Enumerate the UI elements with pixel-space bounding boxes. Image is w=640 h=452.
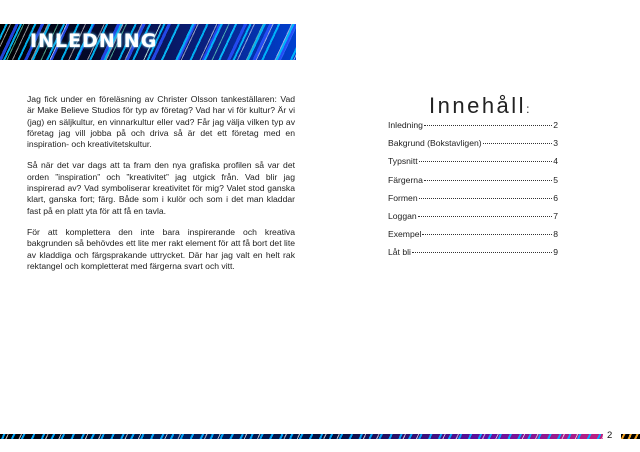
- toc-heading-text: Innehåll: [429, 93, 527, 118]
- toc-item-label: Exempel: [388, 229, 422, 240]
- toc-item-typsnitt[interactable]: [388, 156, 558, 167]
- toc-item-loggan[interactable]: [388, 211, 558, 222]
- toc-item-label: Bakgrund (Bokstavligen): [388, 138, 482, 149]
- section-title: INLEDNING: [30, 30, 158, 52]
- toc-item-page: 3: [553, 138, 558, 149]
- toc-leader-dots: [412, 252, 552, 253]
- toc-heading-colon: :: [526, 102, 530, 116]
- intro-text: [27, 94, 295, 282]
- footer-decorative-strip-right: [621, 434, 640, 439]
- intro-paragraph: Jag fick under en föreläsning av Christer Olsson tankeställaren: Vad är Make Believe Studios för typ av företag? Vad har vi för kultur? Är vi (jag) en säljkultur, en vinnarkultur eller vad? Får jag välja vilken typ av företag jag vill jobba på och driva så är det ett företag med en inspiration- och kreativitetskultur.: [27, 94, 295, 150]
- toc-item-page: 4: [553, 156, 558, 167]
- toc-item-inledning[interactable]: [388, 120, 558, 131]
- toc-item-page: 6: [553, 192, 558, 203]
- toc-item-page: 5: [553, 174, 558, 185]
- toc-leader-dots: [424, 125, 552, 126]
- toc-item-lat-bli[interactable]: [388, 247, 558, 258]
- toc-heading: [429, 93, 529, 119]
- toc-item-label: Inledning: [388, 120, 423, 130]
- toc-item-page: 7: [553, 210, 558, 221]
- toc-item-label: Formen: [388, 192, 418, 203]
- toc-leader-dots: [419, 198, 553, 199]
- toc-item-fargerna[interactable]: [388, 175, 558, 186]
- toc-leader-dots: [422, 234, 552, 235]
- toc-item-label: Låt bli: [388, 247, 411, 258]
- toc-item-exempel[interactable]: [388, 229, 558, 240]
- table-of-contents: [388, 120, 558, 266]
- intro-paragraph: Så när det var dags att ta fram den nya grafiska profilen så var det orden ”inspiration” och ”kreativitet” jag utgick från. Vad blir jag inspirerad av? Vad symboliserar kreativitet för mig? Valet stod ganska klart, ganska fort; färg. Både som i kulör och som i det man kladdar fast på en platt yta för att få en tavla.: [27, 160, 295, 216]
- toc-leader-dots: [424, 180, 552, 181]
- toc-item-page: 2: [553, 120, 558, 130]
- toc-item-bakgrund[interactable]: [388, 138, 558, 149]
- toc-item-page: 9: [553, 247, 558, 258]
- toc-leader-dots: [418, 216, 553, 217]
- toc-item-label: Typsnitt: [388, 156, 418, 167]
- toc-item-label: Loggan: [388, 210, 417, 221]
- toc-item-formen[interactable]: [388, 193, 558, 204]
- intro-paragraph: För att komplettera den inte bara inspirerande och kreativa bakgrunden så behövdes ett lite mer rakt element för att få bort det lite av kladdiga och färgsprakande uttrycket. Där har jag valt en helt rak rektangel och kompletterat med färgerna svart och vitt.: [27, 226, 295, 271]
- toc-item-page: 8: [553, 229, 558, 240]
- header-banner: [0, 24, 296, 60]
- toc-leader-dots: [483, 143, 553, 144]
- footer-decorative-strip: [0, 434, 603, 439]
- page-number: 2: [607, 430, 613, 441]
- toc-item-label: Färgerna: [388, 174, 423, 185]
- toc-leader-dots: [419, 161, 553, 162]
